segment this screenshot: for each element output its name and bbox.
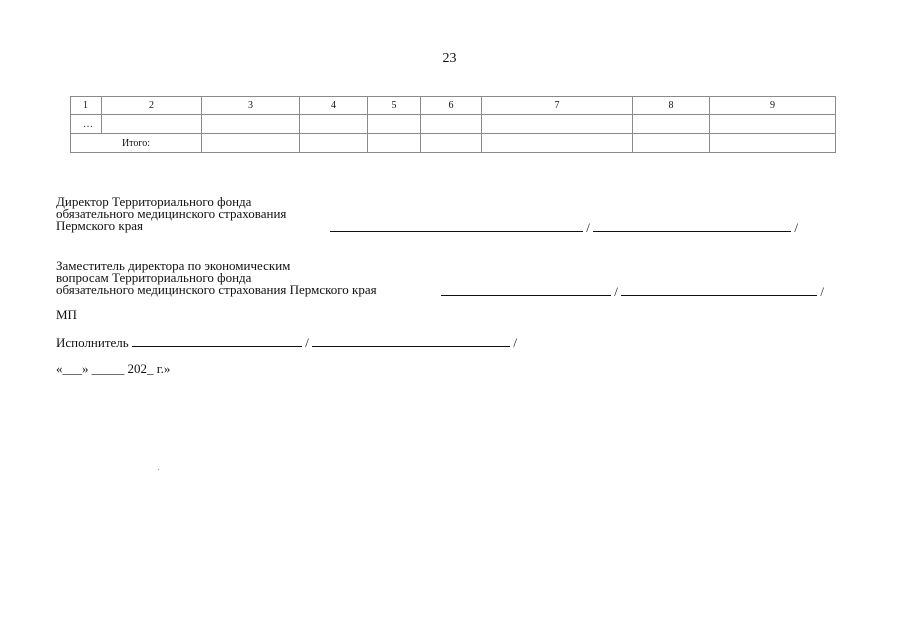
deputy-signature-row (441, 284, 824, 300)
deputy-title-line: вопросам Территориального фонда (56, 270, 252, 285)
table-cell (421, 134, 482, 153)
executor-row (56, 335, 517, 351)
table-header-cell: 3 (202, 97, 300, 115)
table-cell (202, 115, 300, 134)
table-cell (368, 115, 421, 134)
date-line: «___» _____ 202_ г.» (56, 361, 171, 376)
slash-separator: / (820, 284, 824, 299)
executor-name-field[interactable] (312, 335, 510, 347)
table-cell (482, 134, 633, 153)
table-cell (300, 115, 368, 134)
table-header-cell: 9 (710, 97, 836, 115)
page-number: 23 (442, 51, 457, 66)
executor-signature-field[interactable] (132, 335, 302, 347)
slash-separator: / (513, 335, 517, 350)
director-block (56, 196, 286, 232)
director-name-field[interactable] (593, 220, 791, 232)
deputy-block (56, 260, 377, 296)
table-header-cell: 4 (300, 97, 368, 115)
stamp-label: МП (56, 307, 77, 322)
director-title-line: Пермского края (56, 218, 143, 233)
deputy-signature-field[interactable] (441, 284, 611, 296)
director-signature-row (330, 220, 798, 236)
slash-separator: / (586, 220, 590, 235)
director-title-line: обязательного медицинского страхования (56, 206, 287, 221)
table-cell (368, 134, 421, 153)
total-label: Итого: (71, 134, 202, 153)
deputy-title-line: обязательного медицинского страхования Пермского края (56, 282, 377, 297)
deputy-name-field[interactable] (621, 284, 817, 296)
table-cell (102, 115, 202, 134)
table-header-cell: 2 (102, 97, 202, 115)
slash-separator: / (305, 335, 309, 350)
scan-speck (158, 469, 159, 470)
table-row (71, 115, 836, 134)
table-header-cell: 8 (633, 97, 710, 115)
director-signature-field[interactable] (330, 220, 583, 232)
executor-label: Исполнитель (56, 335, 129, 350)
slash-separator: / (794, 220, 798, 235)
table-header-cell: 7 (482, 97, 633, 115)
table-cell (633, 134, 710, 153)
table-cell (482, 115, 633, 134)
table-header-cell: 6 (421, 97, 482, 115)
director-title-line: Директор Территориального фонда (56, 194, 252, 209)
table-cell: … (71, 115, 102, 134)
slash-separator: / (614, 284, 618, 299)
table-cell (421, 115, 482, 134)
table-cell (710, 115, 836, 134)
table-cell (710, 134, 836, 153)
table-header-cell: 1 (71, 97, 102, 115)
table-header-row (71, 97, 836, 115)
report-table (70, 96, 836, 153)
table-cell (202, 134, 300, 153)
table-cell (633, 115, 710, 134)
deputy-title-line: Заместитель директора по экономическим (56, 258, 291, 273)
table-cell (300, 134, 368, 153)
table-header-cell: 5 (368, 97, 421, 115)
table-total-row (71, 134, 836, 153)
